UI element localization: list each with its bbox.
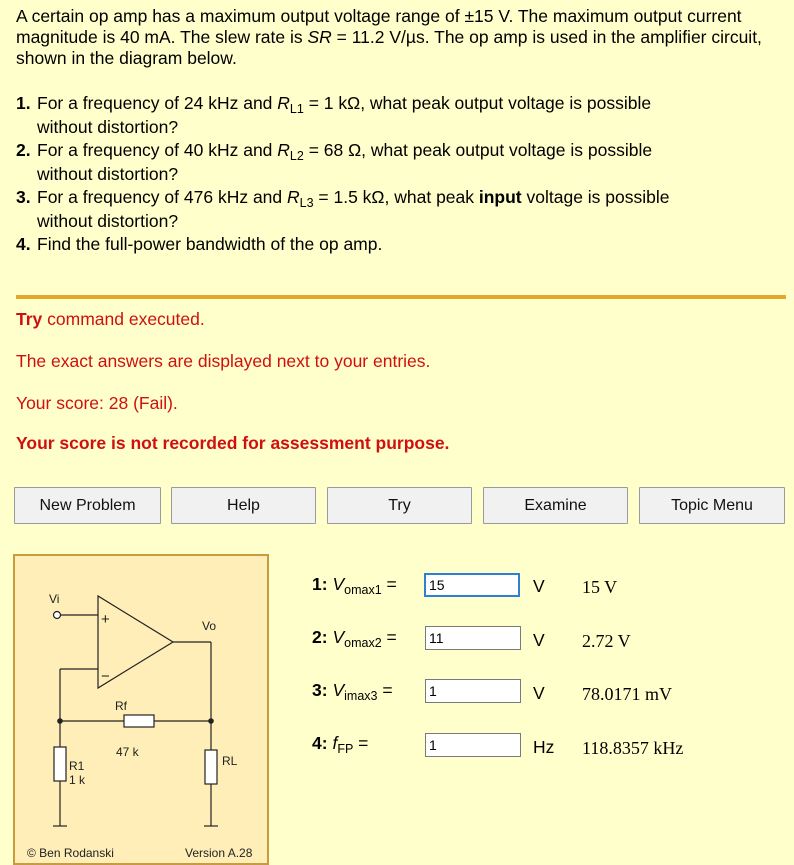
answer-var: V bbox=[332, 680, 345, 700]
answer-num: 1: bbox=[312, 574, 328, 594]
answer-eq: = bbox=[381, 574, 397, 594]
question-text: For a frequency of 476 kHz and bbox=[37, 187, 287, 207]
plus-label: + bbox=[101, 611, 110, 628]
question-text-post: = 1.5 kΩ, what peak bbox=[313, 187, 479, 207]
examine-button[interactable]: Examine bbox=[483, 487, 628, 524]
answer-sub: FP bbox=[337, 742, 354, 756]
exact-answer-4: 118.8357 kHz bbox=[582, 738, 684, 758]
question-list bbox=[16, 92, 786, 257]
rl-resistor bbox=[205, 750, 217, 784]
rf-label: Rf bbox=[115, 699, 127, 713]
question-number: 4. bbox=[16, 234, 31, 254]
question-sub: L1 bbox=[289, 102, 304, 116]
try-keyword: Try bbox=[16, 309, 43, 329]
question-text-post: = 68 Ω, what peak output voltage is possible bbox=[303, 140, 653, 160]
answer-unit-1: V bbox=[533, 576, 545, 596]
answer-input-1[interactable] bbox=[424, 573, 520, 597]
credit-label: © Ben Rodanski bbox=[27, 846, 114, 860]
score-message: Your score: 28 (Fail). bbox=[16, 393, 178, 413]
circuit-schematic bbox=[15, 556, 267, 863]
question-var: R bbox=[287, 187, 300, 207]
question-var: R bbox=[277, 93, 290, 113]
circuit-diagram bbox=[13, 554, 269, 865]
answer-sub: omax1 bbox=[344, 583, 382, 597]
question-number: 3. bbox=[16, 187, 31, 207]
exact-answer-2: 2.72 V bbox=[582, 631, 631, 651]
problem-text: A certain op amp has a maximum output voltage range of ±15 V. The maximum output current magnitude is 40 mA. The slew rate is bbox=[16, 6, 742, 47]
problem-text-cont: = 11.2 V/µs. The op amp is used in the amplifier circuit, shown in the diagram below. bbox=[16, 27, 762, 68]
minus-label: − bbox=[101, 668, 110, 685]
question-sub: L2 bbox=[289, 149, 304, 163]
answer-label-3 bbox=[312, 680, 393, 701]
question-text-post: = 1 kΩ, what peak output voltage is possible bbox=[303, 93, 652, 113]
not-recorded-text: Your score is not recorded for assessment purpose. bbox=[16, 433, 450, 453]
r1-label: R1 bbox=[69, 759, 85, 773]
answer-eq: = bbox=[353, 733, 369, 753]
try-button[interactable]: Try bbox=[327, 487, 472, 524]
question-sub: L3 bbox=[299, 196, 314, 210]
answer-eq: = bbox=[377, 680, 393, 700]
rl-label: RL bbox=[222, 754, 238, 768]
question-2 bbox=[16, 139, 786, 186]
answer-eq: = bbox=[381, 627, 397, 647]
answer-unit-4: Hz bbox=[533, 737, 555, 757]
answer-input-4[interactable] bbox=[425, 733, 521, 757]
question-number: 2. bbox=[16, 140, 31, 160]
question-3 bbox=[16, 186, 786, 233]
topic-menu-button[interactable]: Topic Menu bbox=[639, 487, 785, 524]
answer-num: 4: bbox=[312, 733, 328, 753]
question-text-cont: without distortion? bbox=[37, 210, 179, 231]
rf-value: 47 k bbox=[116, 745, 139, 759]
question-number: 1. bbox=[16, 93, 31, 113]
question-bold: input bbox=[478, 187, 522, 207]
new-problem-button[interactable]: New Problem bbox=[14, 487, 161, 524]
answer-var: V bbox=[332, 574, 345, 594]
answer-label-4 bbox=[312, 733, 368, 754]
rf-resistor bbox=[124, 715, 154, 727]
answer-sub: omax2 bbox=[344, 636, 382, 650]
junction-dot-right bbox=[208, 718, 214, 724]
exact-answers-message: The exact answers are displayed next to your entries. bbox=[16, 351, 431, 371]
slew-rate-symbol: SR bbox=[307, 27, 332, 47]
problem-statement bbox=[16, 6, 778, 69]
vi-label: Vi bbox=[49, 592, 60, 606]
exact-answer-3: 78.0171 mV bbox=[582, 684, 672, 704]
question-4 bbox=[16, 233, 786, 257]
answer-unit-3: V bbox=[533, 683, 545, 703]
question-text: Find the full-power bandwidth of the op amp. bbox=[37, 234, 383, 254]
r1-resistor bbox=[54, 747, 66, 781]
try-message bbox=[16, 309, 205, 330]
answer-input-3[interactable] bbox=[425, 679, 521, 703]
answer-sub: imax3 bbox=[344, 689, 378, 703]
answer-num: 2: bbox=[312, 627, 328, 647]
vo-label: Vo bbox=[202, 619, 217, 633]
question-text-post2: voltage is possible bbox=[521, 187, 670, 207]
not-recorded-message bbox=[16, 433, 449, 454]
version-label: Version A.28 bbox=[185, 846, 253, 860]
answer-var: f bbox=[332, 733, 338, 753]
answer-label-2 bbox=[312, 627, 397, 648]
answer-label-1 bbox=[312, 574, 397, 595]
answer-var: V bbox=[332, 627, 345, 647]
question-text: For a frequency of 40 kHz and bbox=[37, 140, 278, 160]
question-var: R bbox=[277, 140, 290, 160]
answer-unit-2: V bbox=[533, 630, 545, 650]
question-1 bbox=[16, 92, 786, 139]
r1-value: 1 k bbox=[69, 773, 86, 787]
vi-terminal bbox=[54, 612, 61, 619]
help-button[interactable]: Help bbox=[171, 487, 316, 524]
answer-num: 3: bbox=[312, 680, 328, 700]
question-text-cont: without distortion? bbox=[37, 116, 179, 137]
answer-input-2[interactable] bbox=[425, 626, 521, 650]
exact-answer-1: 15 V bbox=[582, 577, 618, 597]
question-text-cont: without distortion? bbox=[37, 163, 179, 184]
try-message-text: command executed. bbox=[42, 309, 205, 329]
junction-dot-left bbox=[57, 718, 63, 724]
divider bbox=[16, 295, 786, 299]
question-text: For a frequency of 24 kHz and bbox=[37, 93, 278, 113]
